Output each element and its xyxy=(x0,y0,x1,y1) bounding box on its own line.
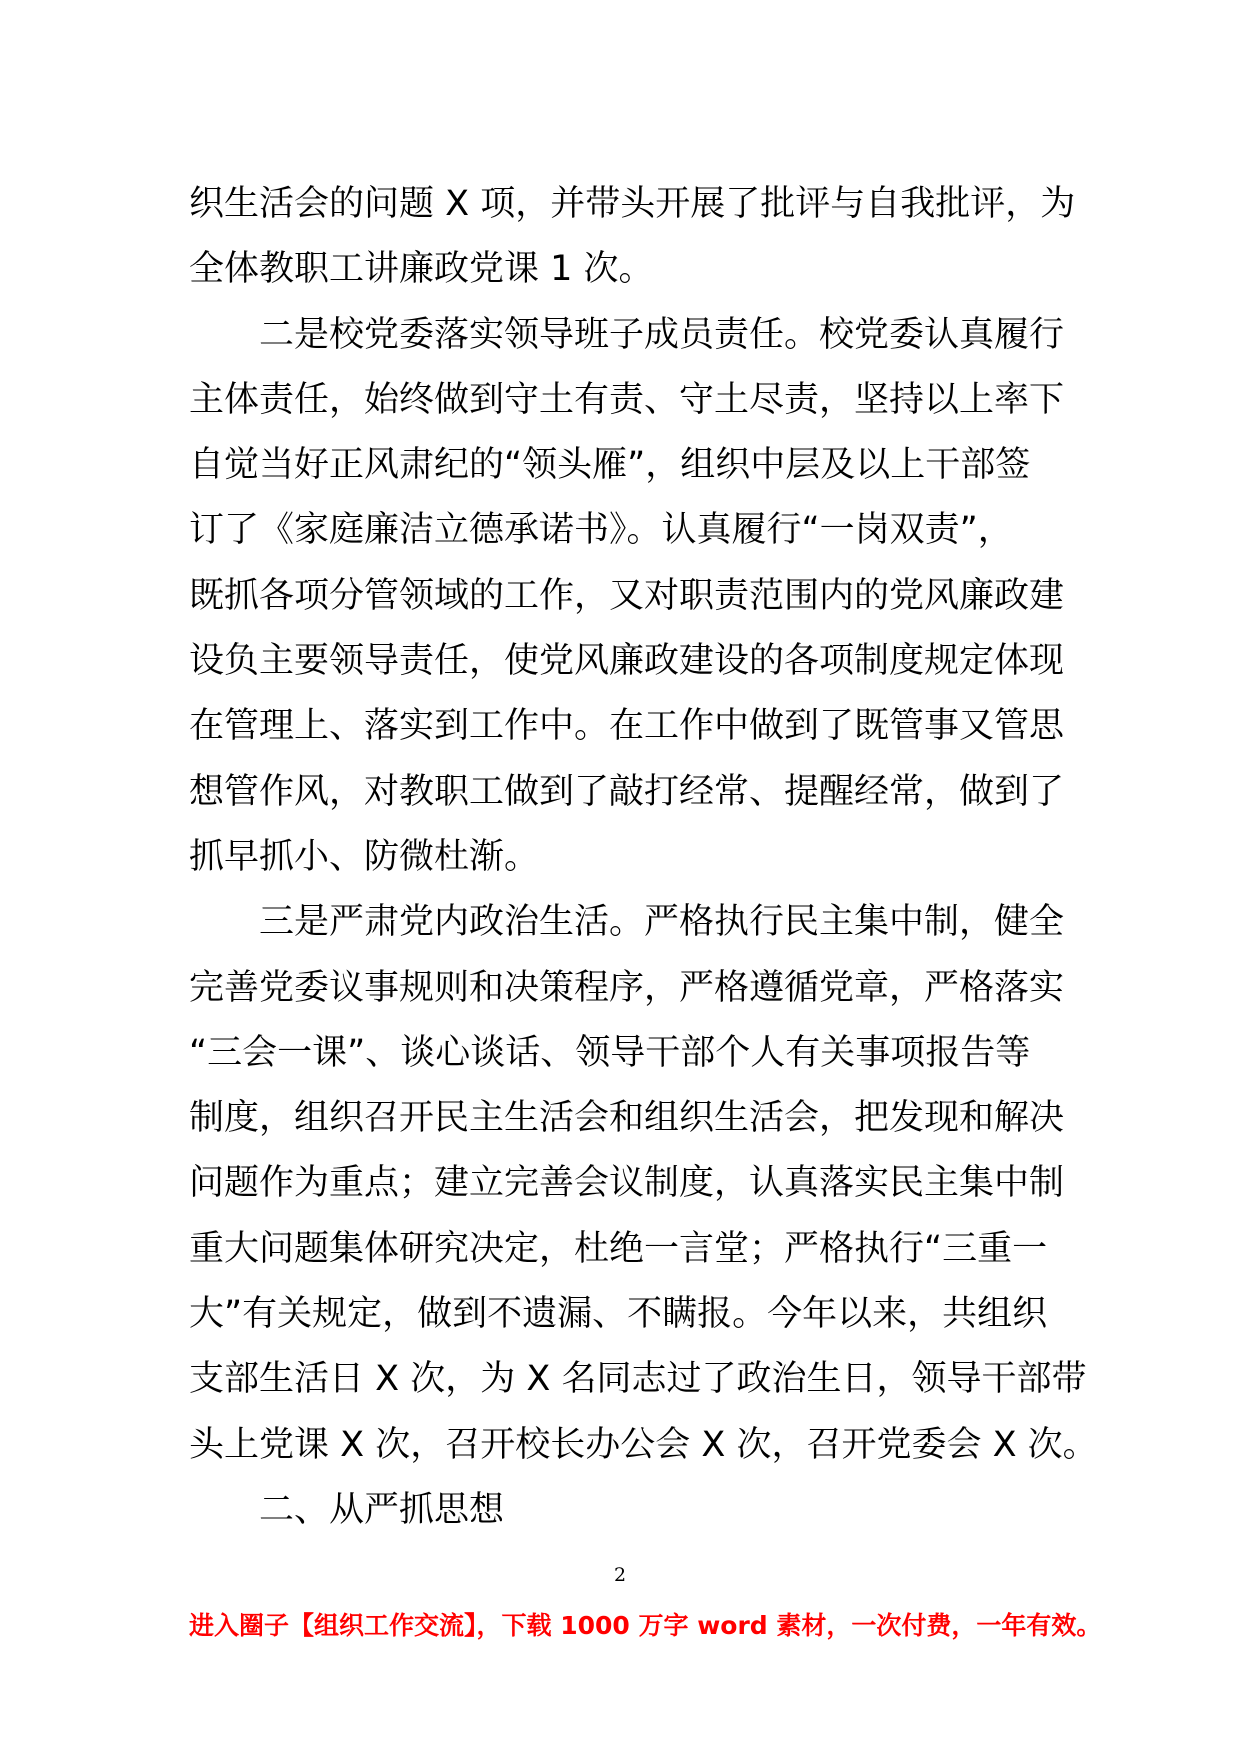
paragraph-line: 设负主要领导责任，使党风廉政建设的各项制度规定体现 xyxy=(189,641,1065,682)
paragraph-line: 重大问题集体研究决定，杜绝一言堂；严格执行“三重一 xyxy=(189,1228,1048,1269)
paragraph-line: 织生活会的问题 X 项，并带头开展了批评与自我批评，为 xyxy=(189,184,1076,224)
paragraph-line: 二是校党委落实领导班子成员责任。校党委认真履行 xyxy=(259,314,1065,355)
paragraph-line: 订了《家庭廉洁立德承诺书》。认真履行“一岗双责”， xyxy=(189,510,1013,551)
paragraph-line: 自觉当好正风肃纪的“领头雁”，组织中层及以上干部签 xyxy=(189,445,1031,486)
paragraph-line: 支部生活日 X 次，为 X 名同志过了政治生日，领导干部带 xyxy=(189,1359,1087,1400)
paragraph-line: 大”有关规定，做到不遗漏、不瞒报。今年以来，共组织 xyxy=(189,1294,1048,1335)
paragraph-line: 完善党委议事规则和决策程序，严格遵循党章，严格落实 xyxy=(189,967,1065,1008)
paragraph-line: 抓早抓小、防微杜渐。 xyxy=(189,836,540,877)
paragraph-line: 想管作风，对教职工做到了敲打经常、提醒经常，做到了 xyxy=(189,771,1065,812)
paragraph-line: 三是严肃党内政治生活。严格执行民主集中制，健全 xyxy=(259,902,1065,943)
paragraph-line: 主体责任，始终做到守土有责、守土尽责，坚持以上率下 xyxy=(189,379,1065,420)
paragraph-line: 问题作为重点；建立完善会议制度，认真落实民主集中制 xyxy=(189,1163,1065,1204)
paragraph-line: 头上党课 X 次，召开校长办公会 X 次，召开党委会 X 次。 xyxy=(189,1424,1098,1465)
promo-banner-text: 进入圈子【组织工作交流】，下载 1000 万字 word 素材，一次付费，一年有效。 xyxy=(189,1611,1102,1640)
paragraph-line: 既抓各项分管领域的工作，又对职责范围内的党风廉政建 xyxy=(189,575,1065,616)
paragraph-line: “三会一课”、谈心谈话、领导干部个人有关事项报告等 xyxy=(189,1032,1031,1073)
document-body xyxy=(189,172,1098,1543)
section-heading: 二、从严抓思想 xyxy=(259,1489,505,1530)
paragraph-line: 制度，组织召开民主生活会和组织生活会，把发现和解决 xyxy=(189,1098,1065,1139)
page-number: 2 xyxy=(613,1564,627,1586)
paragraph-line: 在管理上、落实到工作中。在工作中做到了既管事又管思 xyxy=(189,706,1065,747)
paragraph-line: 全体教职工讲廉政党课 1 次。 xyxy=(189,249,654,290)
